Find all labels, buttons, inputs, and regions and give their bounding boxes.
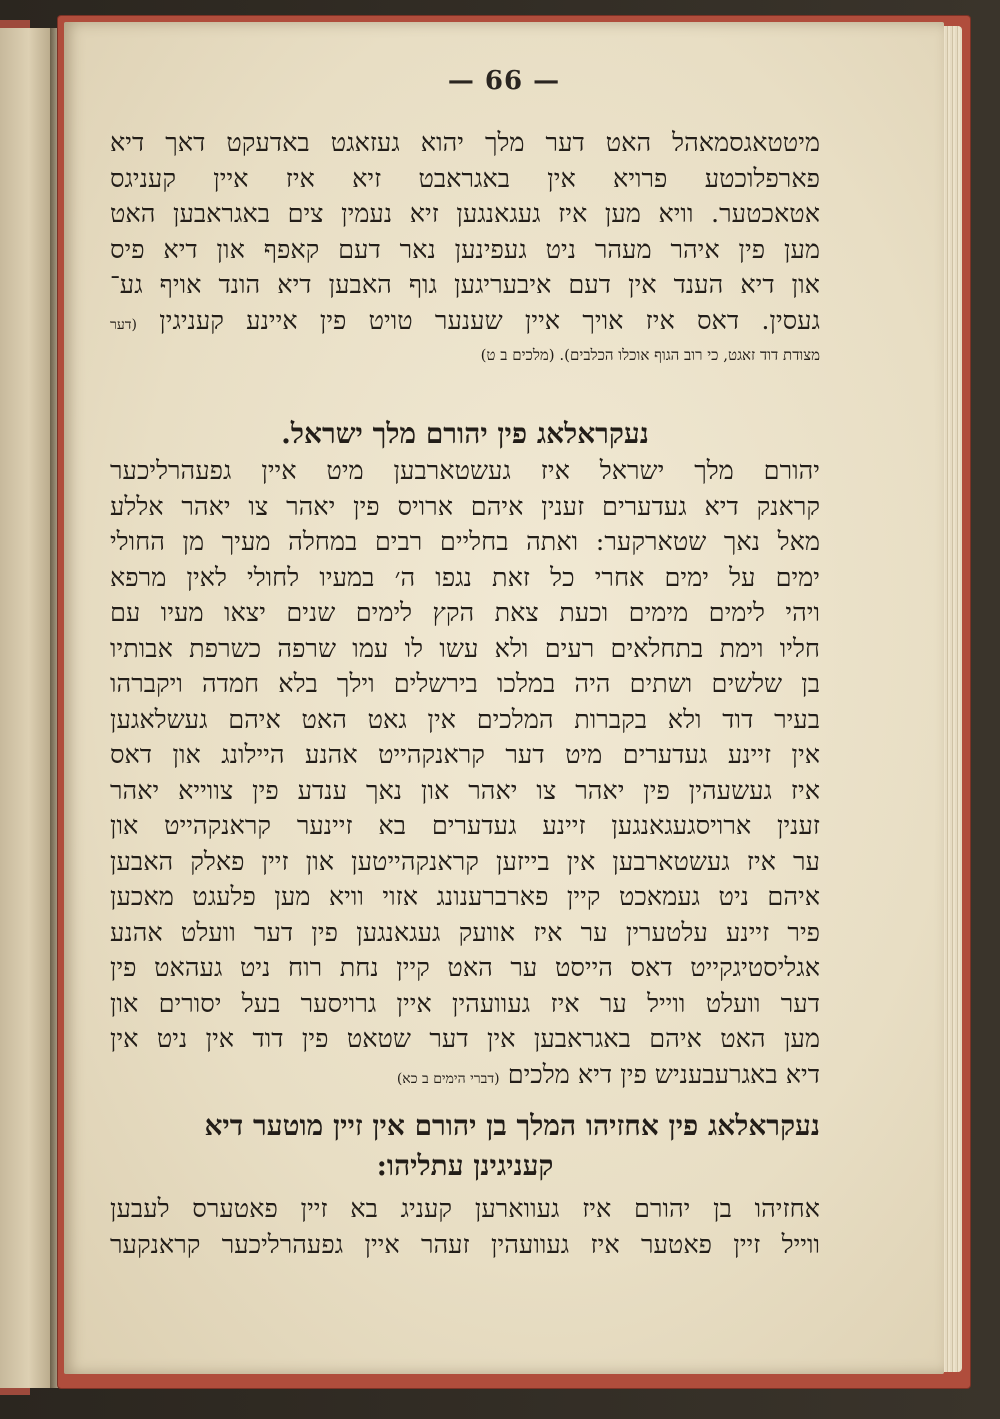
source-reference: (מלכים ב ט) [480, 346, 555, 364]
inline-note: (דער [110, 316, 137, 333]
text-line: איהם ניט געמאכט קיין פארברענונג אזוי וויא מען פלעגט מאכען [110, 882, 820, 912]
section-2-text [110, 454, 820, 1097]
heading-line: נעקראלאג פין אחזיהו המלך בן יהורם אין זיין מוטער דיא [204, 1109, 820, 1142]
text-line: בן שלשים ושתים היה במלכו בירשלים וילך בלא חמדה ויקברהו [110, 669, 820, 699]
text-line-main: געסין. דאס איז אויך איין שענער טויט פין איינע קעניגין [159, 305, 820, 336]
text-line: מיטטאגסמאהל האט דער מלך יהוא געזאגט באדעקט דאך דיא [110, 128, 820, 158]
text-line: אגליסטיגקייט דאס הייסט ער האט קיין נחת רוח ניט געהאט פין [110, 953, 820, 983]
text-line: איז געשעהין פין יאהר צו יאהר און נאך ענדע פין צווייא יאהר [110, 775, 820, 806]
text-line: קראנק דיא געדערים זענין איהם ארויס פין יאהר צו יאהר אללע [110, 491, 820, 522]
text-line: זענין ארויסגעגאנגען זיינע געדערים בא זיינער קראנקהייט און [110, 811, 820, 841]
book-page [64, 22, 944, 1374]
section-1-text [110, 126, 820, 367]
text-line: מען פין איהר מעהר ניט געפינען נאר דעם קאפף און דיא פיס [110, 234, 820, 265]
text-line: ימים על ימים אחרי כל זאת נגפו ה׳ במעיו לחולי לאין מרפא [110, 562, 820, 593]
text-line: ויהי לימים מימים וכעת צאת הקץ לימים שנים יצאו מעיו עם [110, 598, 820, 628]
source-reference: (דברי הימים ב כא) [396, 1070, 500, 1087]
text-line: און דיא הענד אין דעם איבעריגען גוף האבען דיא הונד אויף גע־ [110, 270, 820, 300]
text-line: חליו וימת בתחלאים רעים ולא עשו לו עמו שרפה כשרפת אבותיו [110, 633, 820, 664]
text-line: אחזיהו בן יהורם איז געווארען קעניג בא זיין פאטערס לעבען [110, 1194, 820, 1224]
text-line: מאל נאך שטארקער: ואתה בחליים רבים במחלה מעיך מן החולי [110, 527, 820, 557]
text-line: יהורם מלך ישראל איז געשטארבען מיט איין גפעהרליכער [110, 456, 820, 486]
text-line [110, 1058, 820, 1098]
text-line: דער וועלט ווייל ער איז געוועהין איין גרויסער בעל יסורים און [110, 988, 820, 1019]
section-3-text [110, 1192, 820, 1263]
text-line [110, 304, 820, 344]
left-page-sliver [0, 28, 54, 1388]
text-line: בעיר דוד ולא בקברות המלכים אין גאט האט איהם געשלאגען [110, 704, 820, 735]
heading-line: קעניגינן עתליהו: [376, 1149, 554, 1182]
text-line: אין זיינע געדערים מיט דער קראנקהייט אהנע היילונג און דאס [110, 740, 820, 770]
note-text: מצודת דוד זאגט, כי רוב הגוף אוכלו הכלבים). [559, 346, 820, 364]
text-line: מען האט איהם באגראבען אין דער שטאט פין דוד אין ניט אין [110, 1024, 820, 1054]
text-line: פארפלוכטע פרויא אין באגראבט זיא איז איין קעניגס [110, 163, 820, 194]
page-number: — 66 — [447, 66, 561, 96]
section-2-heading: נעקראלאג פין יהורם מלך ישראל. [281, 417, 649, 450]
text-line: אטאכטער. וויא מען איז געגאנגען זיא נעמין צים באגראבען האט [110, 199, 820, 229]
text-line-main: דיא באגרעבעניש פין דיא מלכים [507, 1059, 820, 1090]
section-3-heading [110, 1106, 820, 1186]
text-line: ווייל זיין פאטער איז געוועהין זעהר איין גפעהרליכער קראנקער [110, 1229, 820, 1260]
footnote-line [110, 343, 820, 367]
text-line: ער איז געשטארבען אין בייזען קראנקהייטען און זיין פאלק האבען [110, 846, 820, 877]
text-line: פיר זיינע עלטערין ער איז אוועק געגאנגען פין דער וועלט אהנע [110, 917, 820, 948]
